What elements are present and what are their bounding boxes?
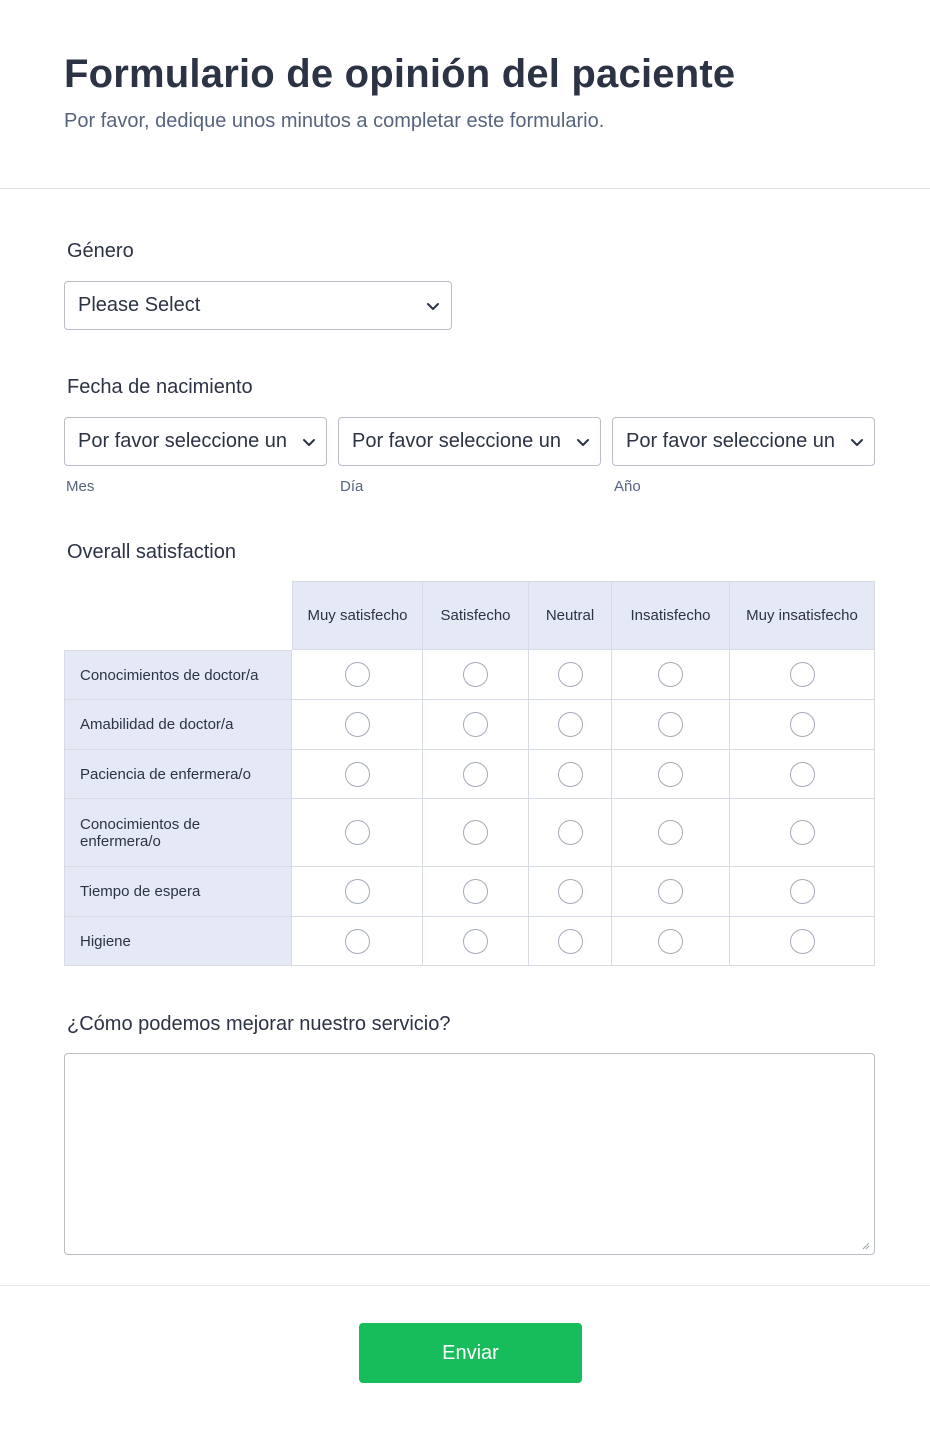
rating-radio[interactable] <box>558 929 583 954</box>
matrix-cell <box>612 750 730 799</box>
page-subtitle: Por favor, dedique unos minutos a completar este formulario. <box>64 110 605 132</box>
matrix-cell <box>292 750 423 799</box>
matrix-row-header: Tiempo de espera <box>64 867 292 917</box>
birthdate-label: Fecha de nacimiento <box>67 376 253 398</box>
rating-radio[interactable] <box>658 879 683 904</box>
matrix-cell <box>423 917 529 966</box>
gender-select-value: Please Select <box>78 294 201 316</box>
matrix-cell <box>529 750 612 799</box>
matrix-cell <box>730 700 875 750</box>
rating-radio[interactable] <box>345 762 370 787</box>
rating-radio[interactable] <box>558 820 583 845</box>
rating-radio[interactable] <box>558 712 583 737</box>
submit-button[interactable]: Enviar <box>359 1323 582 1383</box>
chevron-down-icon <box>576 432 590 452</box>
gender-label: Género <box>67 240 134 262</box>
rating-radio[interactable] <box>658 929 683 954</box>
matrix-cell <box>730 867 875 917</box>
rating-radio[interactable] <box>790 712 815 737</box>
matrix-cell <box>529 799 612 867</box>
rating-radio[interactable] <box>345 879 370 904</box>
matrix-cell <box>292 700 423 750</box>
form-header <box>0 0 930 189</box>
birth-day-value: Por favor seleccione un <box>352 430 562 452</box>
matrix-cell <box>730 750 875 799</box>
matrix-row-header: Higiene <box>64 917 292 966</box>
rating-radio[interactable] <box>790 820 815 845</box>
matrix-cell <box>612 917 730 966</box>
rating-radio[interactable] <box>558 762 583 787</box>
matrix-row-header: Amabilidad de doctor/a <box>64 700 292 750</box>
birth-month-value: Por favor seleccione un <box>78 430 288 452</box>
rating-radio[interactable] <box>790 929 815 954</box>
birth-month-sublabel: Mes <box>66 478 95 495</box>
matrix-column-header: Satisfecho <box>423 581 529 650</box>
rating-radio[interactable] <box>790 662 815 687</box>
rating-radio[interactable] <box>463 820 488 845</box>
birth-day-select[interactable] <box>338 417 601 466</box>
matrix-cell <box>423 750 529 799</box>
matrix-row-header: Conocimientos de doctor/a <box>64 650 292 700</box>
matrix-cell <box>612 700 730 750</box>
improve-label: ¿Cómo podemos mejorar nuestro servicio? <box>67 1013 451 1035</box>
birth-year-value: Por favor seleccione un <box>626 430 836 452</box>
rating-radio[interactable] <box>658 712 683 737</box>
gender-select[interactable] <box>64 281 452 330</box>
matrix-cell <box>292 917 423 966</box>
matrix-cell <box>292 867 423 917</box>
rating-radio[interactable] <box>463 929 488 954</box>
rating-radio[interactable] <box>345 712 370 737</box>
birth-day-sublabel: Día <box>340 478 364 495</box>
matrix-cell <box>529 700 612 750</box>
rating-radio[interactable] <box>463 879 488 904</box>
rating-radio[interactable] <box>345 820 370 845</box>
birth-year-select[interactable] <box>612 417 875 466</box>
matrix-row-header: Conocimientos de enfermera/o <box>64 799 292 867</box>
matrix-cell <box>730 650 875 700</box>
matrix-column-header: Insatisfecho <box>612 581 730 650</box>
matrix-cell <box>529 867 612 917</box>
matrix-cell <box>529 650 612 700</box>
rating-radio[interactable] <box>558 879 583 904</box>
birth-year-sublabel: Año <box>614 478 641 495</box>
rating-radio[interactable] <box>658 662 683 687</box>
matrix-cell <box>730 799 875 867</box>
page-title: Formulario de opinión del paciente <box>64 52 736 96</box>
matrix-cell <box>730 917 875 966</box>
rating-radio[interactable] <box>463 662 488 687</box>
matrix-cell <box>423 700 529 750</box>
rating-radio[interactable] <box>790 879 815 904</box>
footer-divider <box>0 1285 930 1286</box>
chevron-down-icon <box>426 296 440 316</box>
chevron-down-icon <box>302 432 316 452</box>
rating-radio[interactable] <box>658 762 683 787</box>
matrix-column-header: Muy satisfecho <box>292 581 423 650</box>
rating-radio[interactable] <box>790 762 815 787</box>
birth-month-select[interactable] <box>64 417 327 466</box>
matrix-column-header: Neutral <box>529 581 612 650</box>
matrix-column-header: Muy insatisfecho <box>730 581 875 650</box>
matrix-cell <box>423 867 529 917</box>
matrix-row-header: Paciencia de enfermera/o <box>64 750 292 799</box>
rating-radio[interactable] <box>463 712 488 737</box>
satisfaction-label: Overall satisfaction <box>67 541 236 563</box>
matrix-cell <box>529 917 612 966</box>
matrix-cell <box>612 867 730 917</box>
matrix-cell <box>612 650 730 700</box>
rating-radio[interactable] <box>345 929 370 954</box>
rating-radio[interactable] <box>658 820 683 845</box>
chevron-down-icon <box>850 432 864 452</box>
rating-radio[interactable] <box>463 762 488 787</box>
rating-radio[interactable] <box>558 662 583 687</box>
matrix-cell <box>423 799 529 867</box>
rating-radio[interactable] <box>345 662 370 687</box>
matrix-cell <box>612 799 730 867</box>
resize-handle-icon[interactable] <box>860 1240 870 1250</box>
matrix-cell <box>423 650 529 700</box>
improve-textarea[interactable] <box>64 1053 875 1255</box>
matrix-cell <box>292 799 423 867</box>
matrix-cell <box>292 650 423 700</box>
